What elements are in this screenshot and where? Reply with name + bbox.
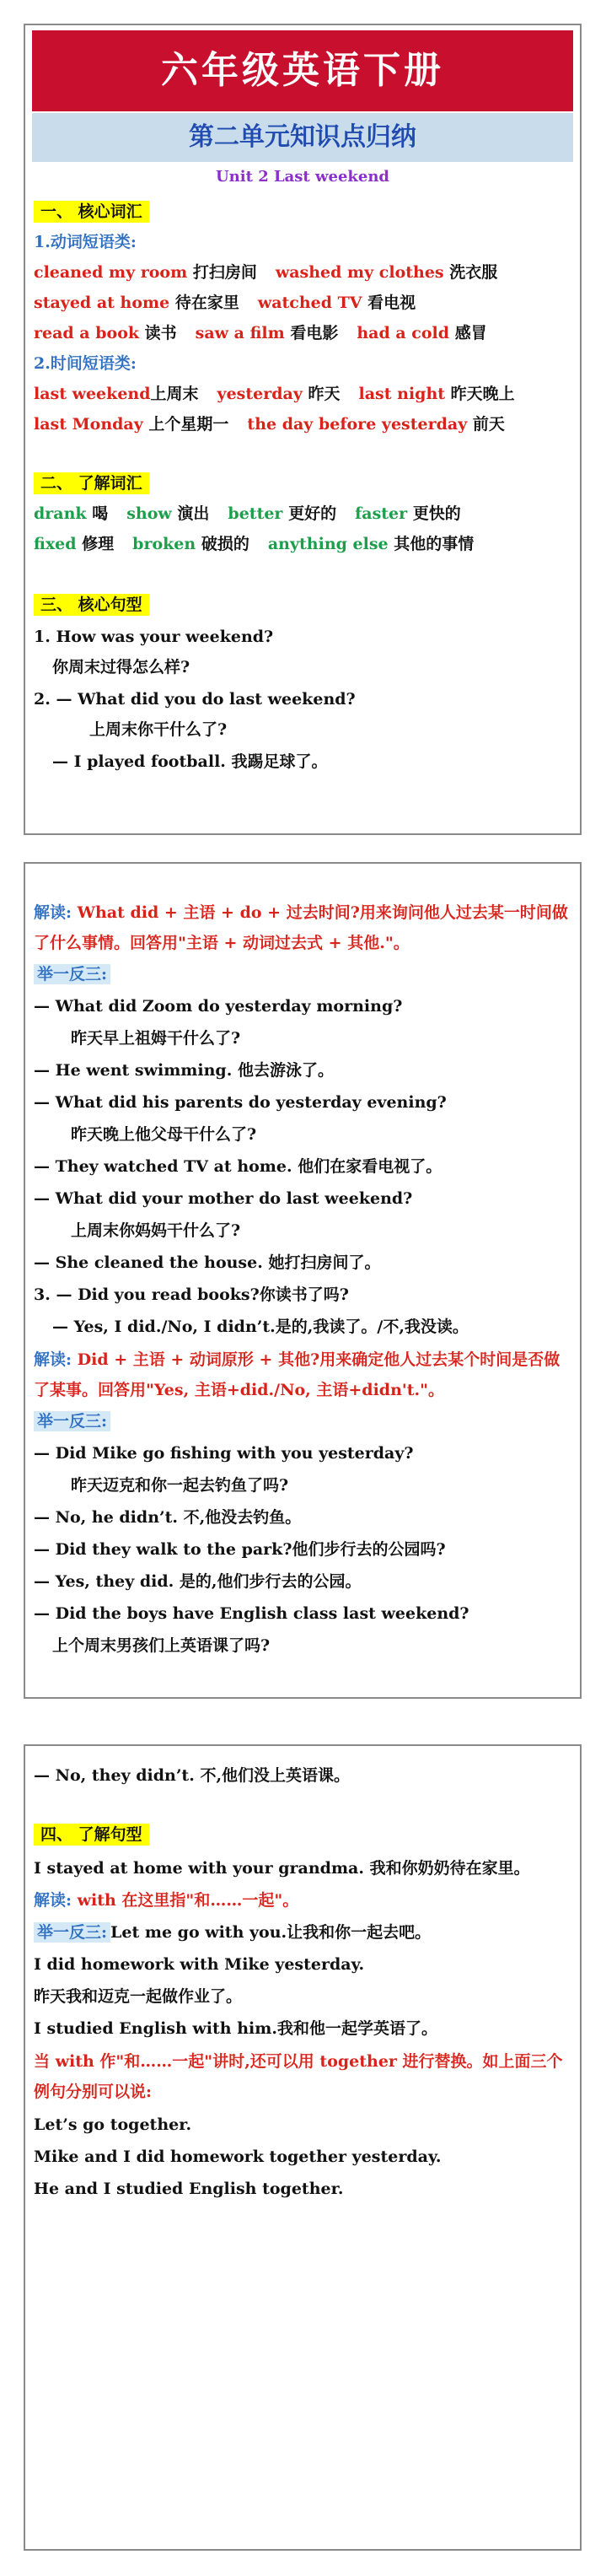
example-line: 3. — Did you read books?你读书了吗? [34,1285,349,1304]
section4-heading: 四、 了解句型 [34,1824,571,1846]
example-line: I did homework with Mike yesterday. [34,1955,365,1974]
note-line: 解读: with 在这里指"和……一起"。 [34,1891,299,1910]
pattern-line: 1. How was your weekend? [34,628,274,646]
example-line: — No, he didn’t. 不,他没去钓鱼。 [34,1508,302,1527]
example-line: — What did your mother do last weekend? [34,1189,413,1208]
example-line: — Did the boys have English class last weekend? [34,1604,469,1623]
section1-heading: 一、 核心词汇 [34,201,571,223]
pattern-line: 2. — What did you do last weekend? [34,690,356,709]
example-line: — Yes, I did./No, I didn’t.是的,我读了。/不,我没读。 [52,1318,469,1336]
note-paragraph: 解读: Did + 主语 + 动词原形 + 其他?用来确定他人过去某个时间是否做了某事。回答用"Yes, 主语+did./No, 主语+didn't."。 [34,1350,560,1399]
together-line: Mike and I did homework together yesterday. [34,2148,442,2166]
example-line: 上个周末男孩们上英语课了吗? [52,1636,271,1655]
example-line: — What did his parents do yesterday evening? [34,1093,447,1112]
verb-row-2: stayed at home 待在家里 watched TV 看电视 [34,294,416,312]
unit-label: Unit 2 Last weekend [215,168,390,186]
together-line: Let’s go together. [34,2115,192,2134]
section3-heading: 三、 核心句型 [34,594,571,616]
sentence-line: I stayed at home with your grandma. 我和你奶奶待在家里。 [34,1859,530,1878]
answer-line: — No, they didn’t. 不,他们没上英语课。 [34,1766,351,1785]
pattern-line: — I played football. 我踢足球了。 [52,752,328,771]
example-line: 昨天我和迈克一起做作业了。 [34,1987,243,2006]
time-row-1: last weekend上周末 yesterday 昨天 last night 昨天晚上 [34,385,515,403]
time-phrases-label: 2.时间短语类: [34,354,137,373]
page-card-1 [24,24,582,835]
note-paragraph: 解读: What did + 主语 + do + 过去时间?用来询问他人过去某一时间做了什么事情。回答用"主语 + 动词过去式 + 其他."。 [34,903,568,952]
vocab-row-2: fixed 修理 broken 破损的 anything else 其他的事情 [34,535,475,553]
example-line: I studied English with him.我和他一起学英语了。 [34,2019,437,2038]
together-note: 当 with 作"和……一起"讲时,还可以用 together 进行替换。如上面三个例句分别可以说: [34,2052,563,2101]
example-line: 昨天迈克和你一起去钓鱼了吗? [71,1476,289,1495]
pattern-line: 上周末你干什么了? [89,720,228,739]
example-line: — Did they walk to the park?他们步行去的公园吗? [34,1540,446,1559]
example-label: 举一反三: [34,963,571,985]
example-line: 上周末你妈妈干什么了? [71,1221,241,1240]
page-card-2 [24,862,582,1699]
example-line: — She cleaned the house. 她打扫房间了。 [34,1253,381,1272]
verb-phrases-label: 1.动词短语类: [34,233,137,251]
example-line: — He went swimming. 他去游泳了。 [34,1061,334,1080]
time-row-2: last Monday 上个星期一 the day before yesterday 前天 [34,415,505,434]
page-title: 六年级英语下册 [32,30,573,111]
example-line: — Did Mike go fishing with you yesterday? [34,1444,414,1463]
vocab-row-1: drank 喝 show 演出 better 更好的 faster 更快的 [34,504,461,523]
page-card-3 [24,1744,582,2551]
example-line: 昨天晚上他父母干什么了? [71,1125,257,1144]
together-line: He and I studied English together. [34,2180,344,2198]
example-label: 举一反三: [34,1410,571,1432]
page-subtitle: 第二单元知识点归纳 [32,113,573,162]
example-line: — Yes, they did. 是的,他们步行去的公园。 [34,1572,362,1591]
example-line: 举一反三: Let me go with you.让我和你一起去吧。 [34,1921,571,1943]
verb-row-1: cleaned my room 打扫房间 washed my clothes 洗衣服 [34,263,498,282]
example-line: — What did Zoom do yesterday morning? [34,997,403,1016]
section2-heading: 二、 了解词汇 [34,472,571,494]
verb-row-3: read a book 读书 saw a film 看电影 had a cold 感冒 [34,324,487,342]
example-line: 昨天早上祖姆干什么了? [71,1029,241,1048]
pattern-line: 你周末过得怎么样? [52,658,190,676]
example-line: — They watched TV at home. 他们在家看电视了。 [34,1157,442,1176]
